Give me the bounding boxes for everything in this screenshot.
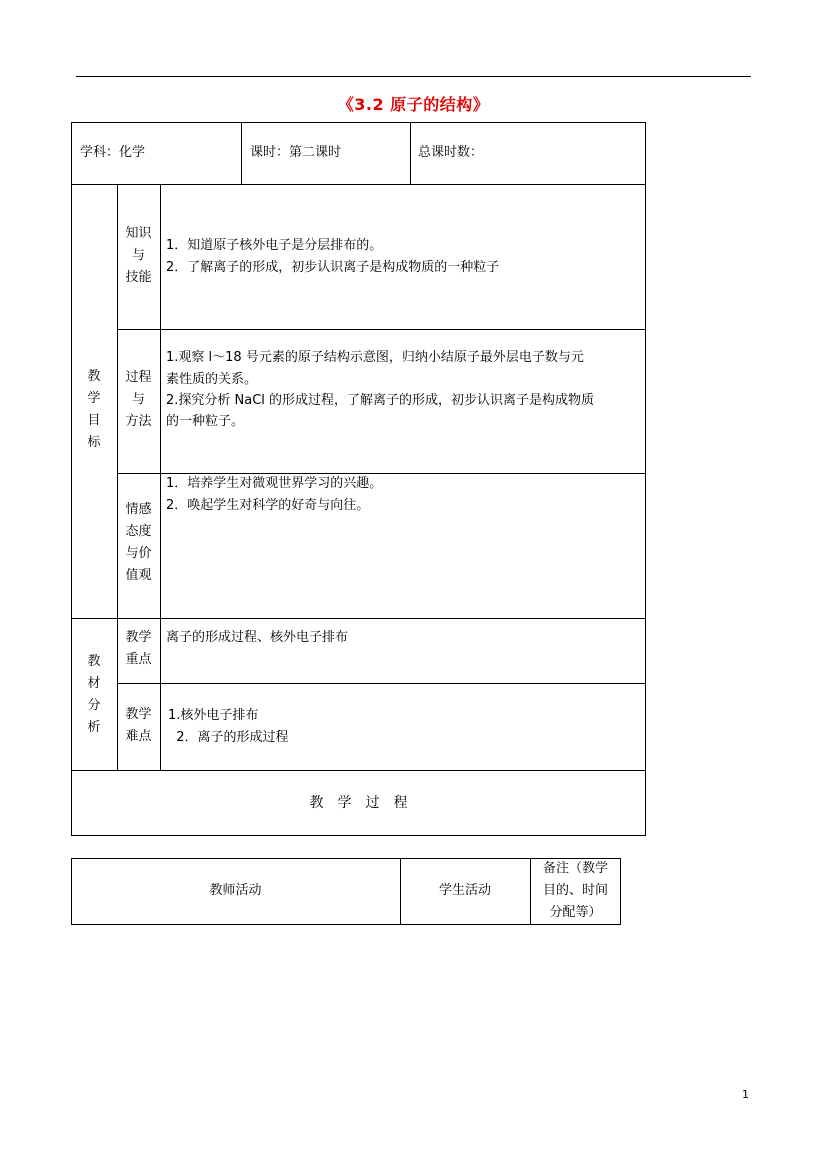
difficult-points-label: 教学 难点 [125,707,152,744]
document-title: 《3.2 原子的结构》 [337,95,490,114]
material-analysis-label: 教 材 分 析 [87,654,101,735]
teacher-activity-header: 教师活动 [209,883,262,898]
process-method-label: 过程 与 方法 [125,370,152,429]
key-points-content: 离子的形成过程、核外电子排布 [166,630,349,645]
period-cell: 课时：第二课时 [250,145,342,160]
page-number: 1 [742,1088,749,1101]
emotion-values-label: 情感 态度 与价 值观 [125,502,152,583]
key-points-label: 教学 重点 [125,630,152,667]
subject-cell: 学科：化学 [80,145,146,160]
total-periods-cell: 总课时数： [418,145,484,160]
header-rule [76,76,751,77]
teaching-process-title: 教 学 过 程 [309,795,408,811]
student-activity-header: 学生活动 [438,883,491,898]
teaching-goals-label: 教 学 目 标 [87,369,101,450]
knowledge-skills-label: 知识 与 技能 [125,226,152,285]
notes-header: 备注（教学 目的、时间 分配等） [542,861,608,920]
